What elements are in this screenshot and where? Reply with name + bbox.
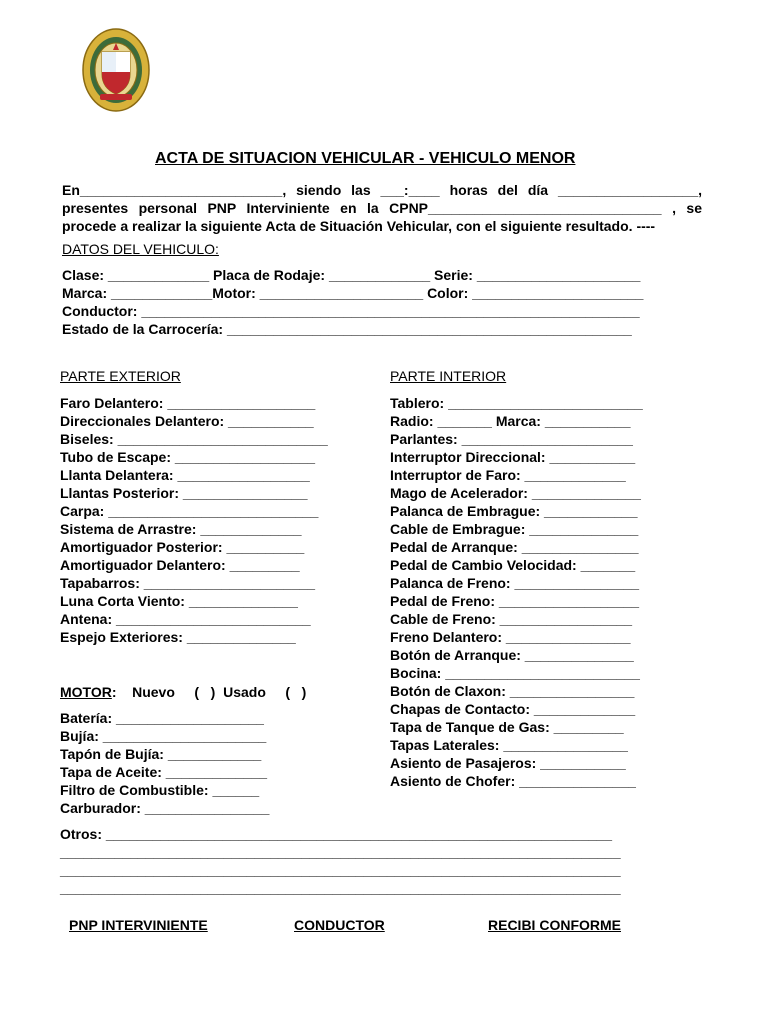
list-item: Interruptor de Faro: _____________	[390, 467, 626, 483]
datos-row-clase: Clase: _____________ Placa de Rodaje: _____________ Serie: _____________________	[62, 267, 641, 283]
list-item: Sistema de Arrastre: _____________	[60, 521, 302, 537]
list-item: Cable de Freno: _________________	[390, 611, 633, 627]
list-item: Llanta Delantera: _________________	[60, 467, 310, 483]
list-item: Botón de Arranque: ______________	[390, 647, 634, 663]
list-item: Espejo Exteriores: ______________	[60, 629, 296, 645]
datos-row-carroceria: Estado de la Carrocería: ____________________________________________________	[62, 321, 632, 337]
motor-list	[60, 710, 269, 818]
list-item: Tapón de Bujía: ____________	[60, 746, 262, 762]
list-item: Antena: _________________________	[60, 611, 311, 627]
datos-row-marca: Marca: _____________Motor: _____________________ Color: ______________________	[62, 285, 644, 301]
list-item: Cable de Embrague: ______________	[390, 521, 639, 537]
otros-line: ________________________________________________________________________	[60, 862, 621, 878]
list-item: Tablero: _________________________	[390, 395, 643, 411]
list-item: Tapa de Aceite: _____________	[60, 764, 268, 780]
datos-heading: DATOS DEL VEHICULO:	[62, 241, 219, 257]
list-item: Bocina: _________________________	[390, 665, 640, 681]
list-item: Bujía: _____________________	[60, 728, 267, 744]
list-item: Mago de Acelerador: ______________	[390, 485, 641, 501]
interior-heading: PARTE INTERIOR	[390, 368, 507, 384]
police-seal-icon	[82, 28, 150, 112]
list-item: Freno Delantero: ________________	[390, 629, 631, 645]
signature-pnp: PNP INTERVINIENTE	[69, 917, 208, 933]
exterior-list	[60, 395, 328, 647]
list-item: Interruptor Direccional: ___________	[390, 449, 636, 465]
list-item: Palanca de Embrague: ____________	[390, 503, 638, 519]
intro-line: En__________________________, siendo las ___:____ horas del día __________________,	[62, 182, 702, 198]
list-item: Asiento de Chofer: _______________	[390, 773, 636, 789]
list-item: Amortiguador Posterior: __________	[60, 539, 305, 555]
list-item: Palanca de Freno: ________________	[390, 575, 640, 591]
list-item: Pedal de Arranque: _______________	[390, 539, 639, 555]
list-item: Asiento de Pasajeros: ___________	[390, 755, 626, 771]
list-item: Radio: _______ Marca: ___________	[390, 413, 631, 429]
intro-line: presentes personal PNP Interviniente en la CPNP______________________________ , se	[62, 200, 702, 216]
datos-fields	[62, 267, 643, 339]
otros-line: ________________________________________________________________________	[60, 844, 621, 860]
list-item: Chapas de Contacto: _____________	[390, 701, 636, 717]
signature-recibi: RECIBI CONFORME	[488, 917, 621, 933]
interior-list	[390, 395, 643, 791]
list-item: Carpa: ___________________________	[60, 503, 319, 519]
datos-row-conductor: Conductor: ________________________________________________________________	[62, 303, 640, 319]
list-item: Carburador: ________________	[60, 800, 270, 816]
list-item: Batería: ___________________	[60, 710, 264, 726]
otros-line: Otros: _________________________________________________________________	[60, 826, 612, 842]
page-title: ACTA DE SITUACION VEHICULAR - VEHICULO MENOR	[155, 150, 576, 167]
list-item: Tapas Laterales: ________________	[390, 737, 628, 753]
motor-heading	[60, 684, 306, 700]
otros-section	[60, 826, 621, 898]
list-item: Pedal de Freno: __________________	[390, 593, 640, 609]
list-item: Luna Corta Viento: ______________	[60, 593, 298, 609]
list-item: Tapa de Tanque de Gas: _________	[390, 719, 624, 735]
list-item: Llantas Posterior: ________________	[60, 485, 308, 501]
list-item: Filtro de Combustible: ______	[60, 782, 260, 798]
otros-line: ________________________________________________________________________	[60, 880, 621, 896]
list-item: Tapabarros: ______________________	[60, 575, 316, 591]
list-item: Amortiguador Delantero: _________	[60, 557, 300, 573]
exterior-heading: PARTE EXTERIOR	[60, 368, 181, 384]
list-item: Parlantes: ______________________	[390, 431, 633, 447]
motor-label: MOTOR	[60, 684, 112, 700]
list-item: Direccionales Delantero: ___________	[60, 413, 314, 429]
motor-options: : Nuevo ( ) Usado ( )	[111, 684, 307, 700]
intro-paragraph	[62, 181, 702, 235]
list-item: Faro Delantero: ___________________	[60, 395, 316, 411]
list-item: Pedal de Cambio Velocidad: _______	[390, 557, 636, 573]
list-item: Tubo de Escape: __________________	[60, 449, 316, 465]
signature-conductor: CONDUCTOR	[294, 917, 385, 933]
list-item: Biseles: ___________________________	[60, 431, 328, 447]
list-item: Botón de Claxon: ________________	[390, 683, 635, 699]
intro-line: procede a realizar la siguiente Acta de Situación Vehicular, con el siguiente resultado. ----	[62, 218, 656, 234]
